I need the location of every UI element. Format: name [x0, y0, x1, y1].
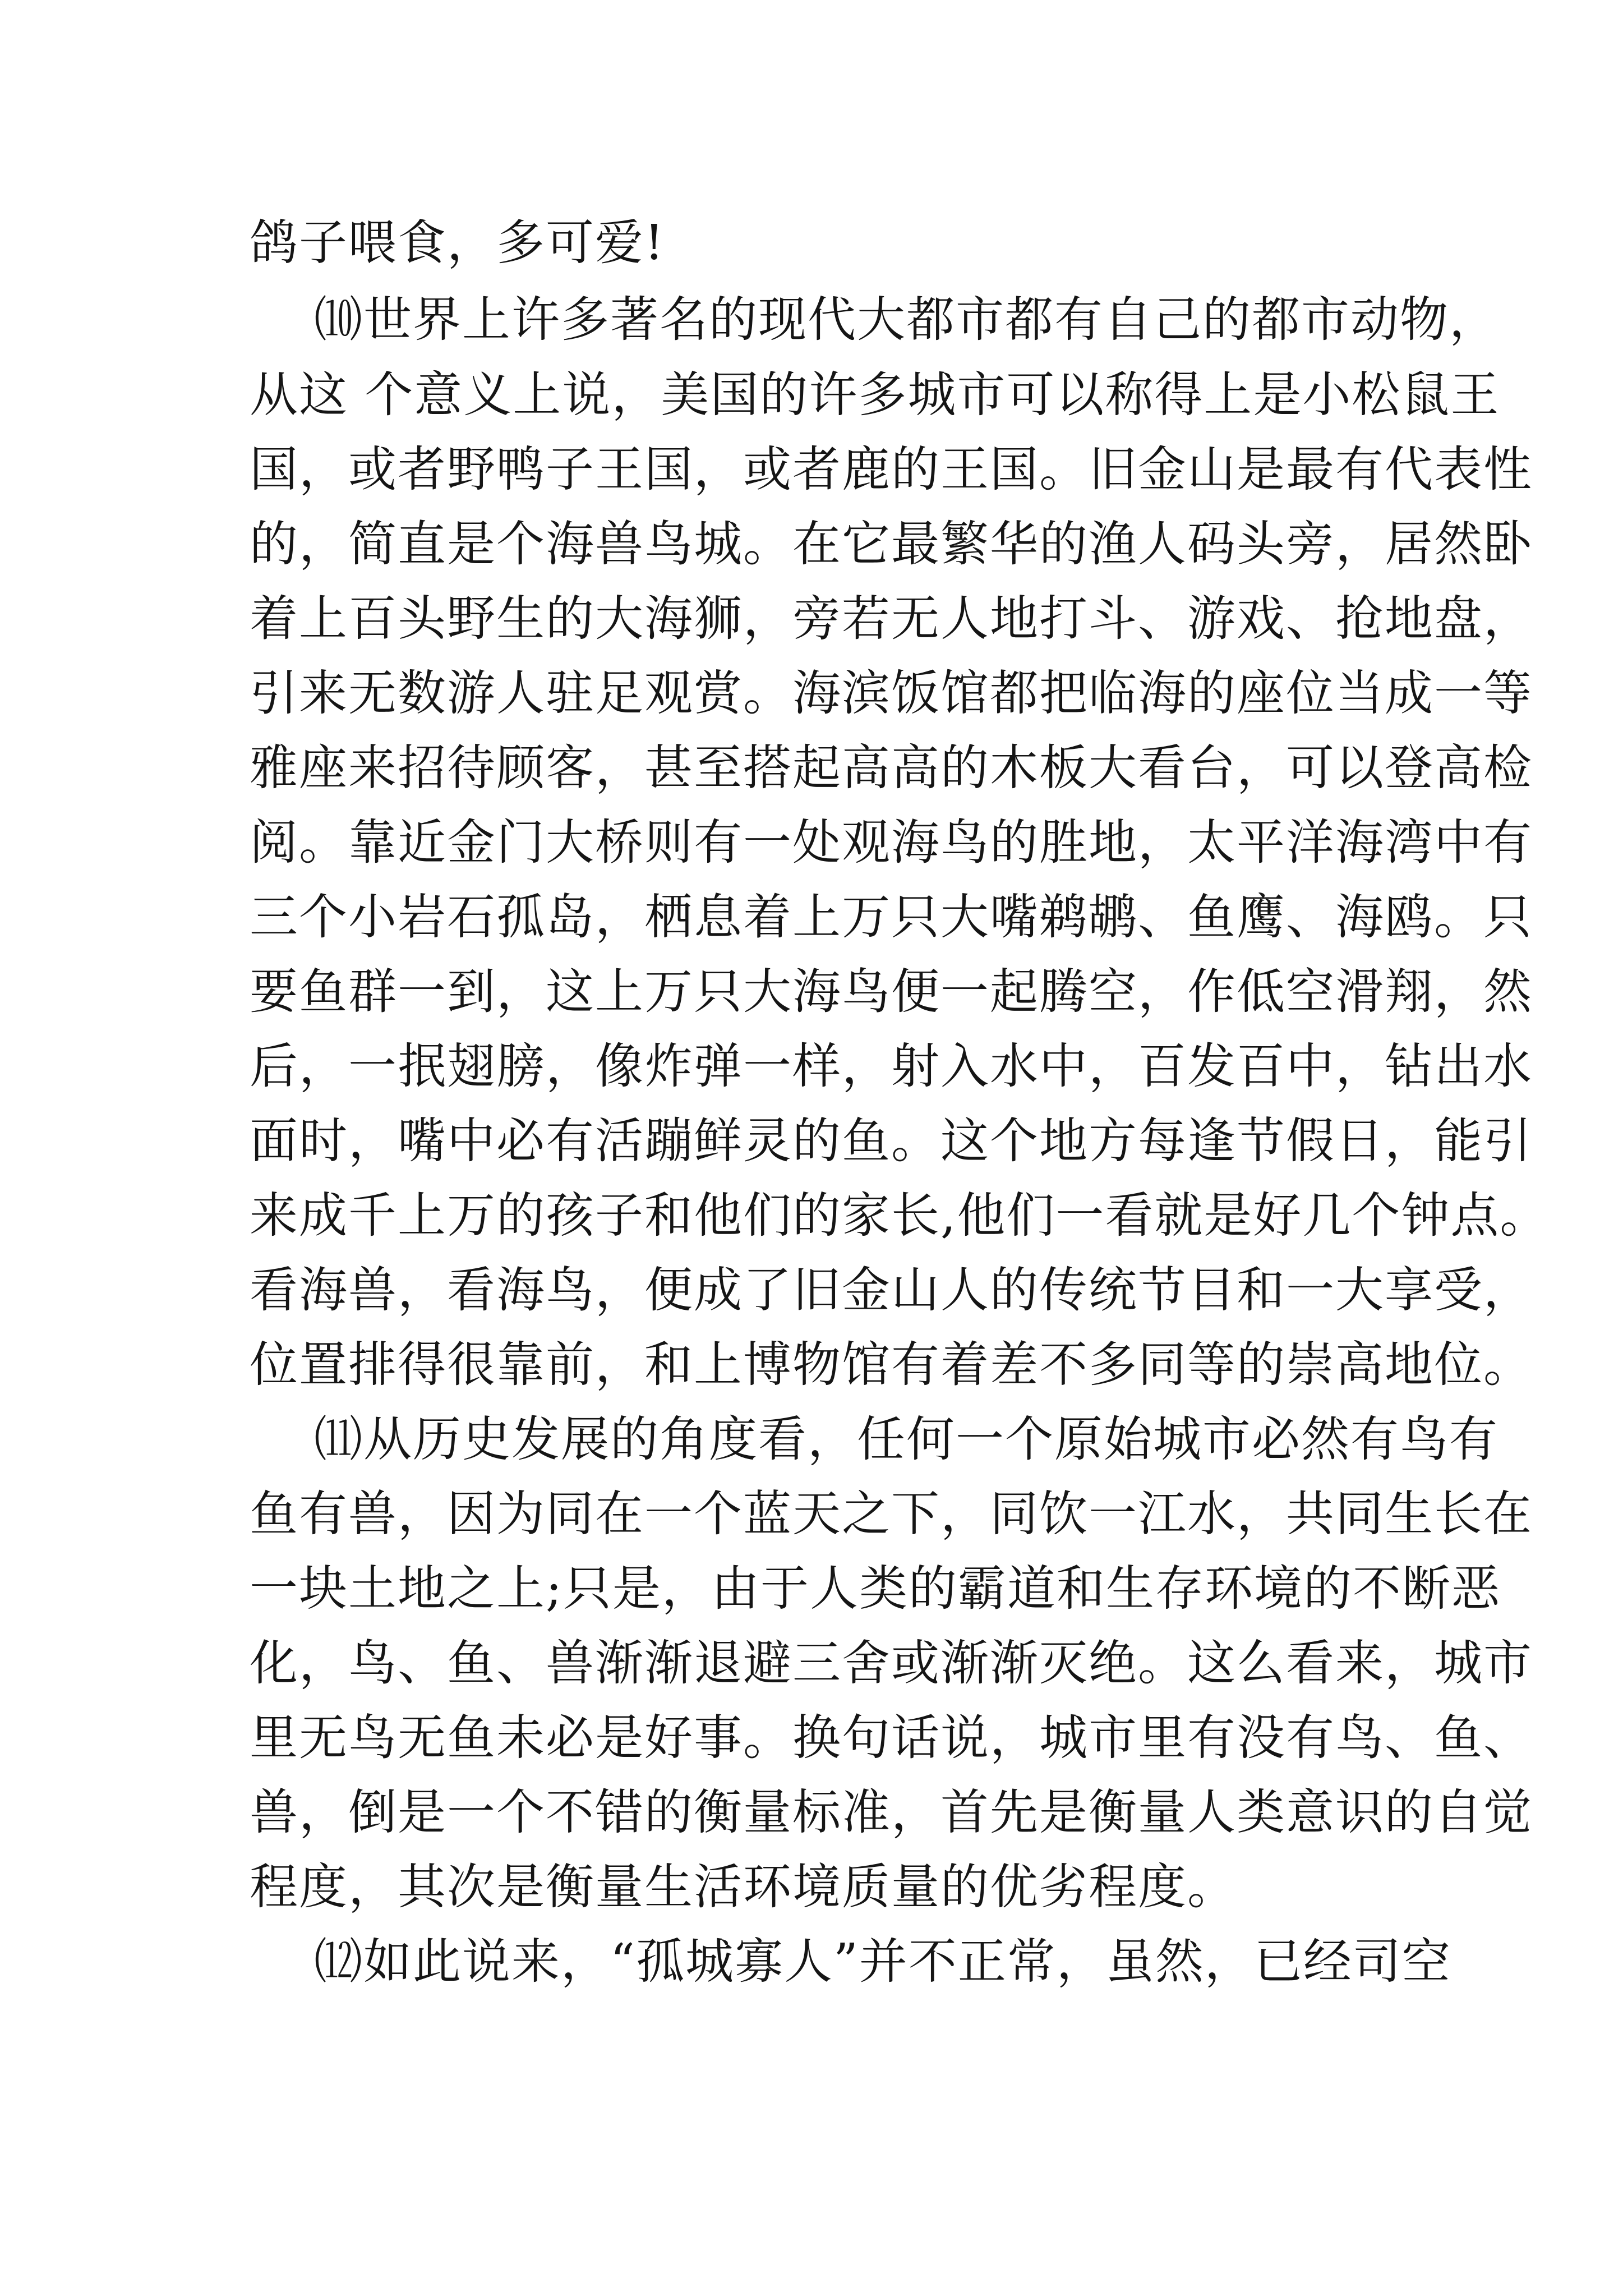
text-line: 里无鸟无鱼未必是好事。换句话说，城市里有没有鸟、鱼、: [250, 1710, 1533, 1766]
text-line: 面时，嘴中必有活蹦鲜灵的鱼。这个地方每逢节假日，能引: [250, 1113, 1533, 1169]
text-line: 从这 个意义上说，美国的许多城市可以称得上是小松鼠王: [250, 367, 1500, 423]
text-line: 兽，倒是一个不错的衡量标准，首先是衡量人类意识的自觉: [250, 1784, 1533, 1841]
text-line: 引来无数游人驻足观赏。海滨饭馆都把临海的座位当成一等: [250, 665, 1533, 721]
text-line: 鱼有兽，因为同在一个蓝天之下，同饮一江水，共同生长在: [250, 1486, 1533, 1542]
paragraph-10-first-line: ⑽世界上许多著名的现代大都市都有自己的都市动物，: [314, 292, 1498, 348]
paragraph-12-first-line: ⑿如此说来，“孤城寡人”并不正常，虽然，已经司空: [314, 1934, 1451, 1990]
text-line: 雅座来招待顾客，甚至搭起高高的木板大看台，可以登高检: [250, 740, 1533, 796]
text-line: 来成千上万的孩子和他们的家长,他们一看就是好几个钟点。: [250, 1188, 1550, 1244]
text-line: 的，简直是个海兽鸟城。在它最繁华的渔人码头旁，居然卧: [250, 516, 1533, 572]
text-line: 一块土地之上;只是，由于人类的霸道和生存环境的不断恶: [250, 1561, 1501, 1617]
text-line: 国，或者野鸭子王国，或者鹿的王国。旧金山是最有代表性: [250, 441, 1533, 498]
text-line: 化，鸟、鱼、兽渐渐退避三舍或渐渐灭绝。这么看来，城市: [250, 1635, 1533, 1691]
text-line: 看海兽，看海鸟，便成了旧金山人的传统节目和一大享受，: [250, 1262, 1533, 1318]
paragraph-11-first-line: ⑾从历史发展的角度看，任何一个原始城市必然有鸟有: [314, 1411, 1498, 1467]
text-line: 三个小岩石孤岛，栖息着上万只大嘴鹈鹕、鱼鹰、海鸥。只: [250, 889, 1533, 945]
text-line: 要鱼群一到，这上万只大海鸟便一起腾空，作低空滑翔，然: [250, 964, 1533, 1020]
text-line: 位置排得很靠前，和上博物馆有着差不多同等的崇高地位。: [250, 1337, 1533, 1393]
text-line: 程度，其次是衡量生活环境质量的优劣程度。: [250, 1859, 1237, 1915]
text-line: 着上百头野生的大海狮，旁若无人地打斗、游戏、抢地盘，: [250, 591, 1533, 647]
text-line: 后，一抿翅膀，像炸弹一样，射入水中，百发百中，钻出水: [250, 1038, 1533, 1094]
text-line: 鸽子喂食，多可爱!: [250, 215, 665, 271]
text-line: 阅。靠近金门大桥则有一处观海鸟的胜地，太平洋海湾中有: [250, 815, 1533, 871]
